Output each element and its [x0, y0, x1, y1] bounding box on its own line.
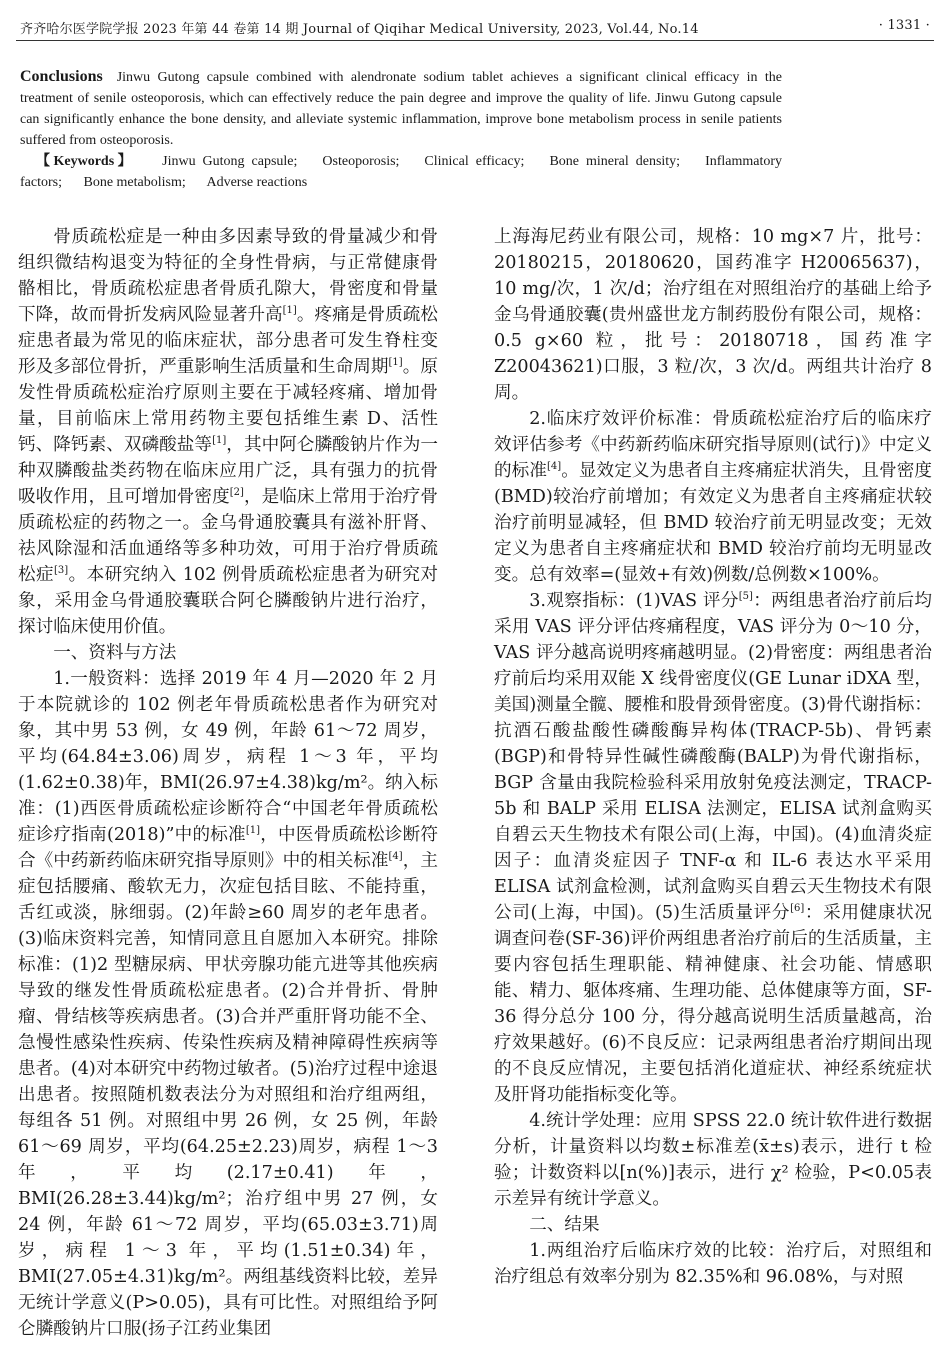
citation-ref: [1] [212, 435, 227, 447]
text-run: 3.观察指标：(1)VAS 评分 [529, 591, 739, 611]
left-column [18, 224, 438, 1342]
results-paragraph: 1.两组治疗后临床疗效的比较：治疗后，对照组和治疗组总有效率分别为 82.35%和 96.08%，与对照 [494, 1241, 932, 1287]
citation-ref: [1] [388, 357, 403, 369]
intro-paragraph [18, 224, 438, 640]
citation-ref: [2] [229, 487, 244, 499]
keyword: Bone metabolism; [83, 175, 186, 190]
text-run: 。疼痛是骨质疏松症患者最为常见的临床症状，部分患者可发生脊柱变形及多部位骨折，严重影响生活质量和生命周期 [18, 305, 438, 377]
text-run: 。原发性骨质疏松症治疗原则主要在于减轻疼痛、增加骨量，目前临床上常用药物主要包括维生素 D、活性钙、降钙素、双磷酸盐等 [18, 357, 438, 455]
citation-ref: [1] [245, 825, 261, 837]
keywords-line [20, 151, 782, 193]
text-run: 。显效定义为患者自主疼痛症状消失，且骨密度(BMD)较治疗前增加；有效定义为患者自主疼痛症状较治疗前明显减轻，但 BMD 较治疗前无明显改变；无效定义为患者自主疼痛症状和 BMD 较治疗前均无明显改变。总有效率=(显效+有效)例数/总例数×100%。 [494, 461, 932, 585]
running-header [20, 14, 930, 38]
text-run: ，主症包括腰痛、酸软无力，次症包括目眩、不能持重，舌红或淡，脉细弱。(2)年龄≥60 周岁的老年患者。(3)临床资料完善，知情同意且自愿加入本研究。排除标准：(1)2 型糖尿病、甲状旁腺功能亢进等其他疾病导致的继发性骨质疏松症患者。(2)合并骨折、骨肿瘤、骨结核等疾病患者。(3)合并严重肝肾功能不全、急慢性感染性疾病、传染性疾病及精神障碍性疾病等患者。(4)对本研究中药物过敏者。(5)治疗过程中途退出患者。按照随机数表法分为对照组和治疗组两组，每组各 51 例。对照组中男 26 例，女 25 例，年龄 61～69 周岁，平均(64.25±2.23)周岁，病程 1～3 年，平均(2.17±0.41)年，BMI(26.28±3.44)kg/m²；治疗组中男 27 例，女 24 例，年龄 61～72 周岁，平均(65.03±3.71)周岁，病程 1～3 年，平均(1.51±0.34)年，BMI(27.05±4.31)kg/m²。两组基线资料比较，差异无统计学意义(P>0.05)，具有可比性。对照组给予阿仑膦酸钠片口服(扬子江药业集团 [18, 851, 438, 1339]
keyword: Bone mineral density; [549, 154, 681, 169]
keyword: Jinwu Gutong capsule; [162, 154, 298, 169]
citation-ref: [6] [790, 903, 805, 915]
observation-indices-paragraph [494, 588, 932, 1108]
citation-ref: [1] [282, 305, 297, 317]
citation-ref: [4] [546, 461, 562, 473]
header-rule [16, 40, 934, 41]
english-abstract [20, 66, 782, 193]
citation-ref: [4] [388, 851, 403, 863]
conclusions-label: Conclusions [20, 68, 103, 85]
conclusions-text: Jinwu Gutong capsule combined with alendronate sodium tablet achieves a significant clinical efficacy in the treatment of senile osteoporosis, which can effectively reduce the pain degree and improve the quality of life. Jinwu Gutong capsule can significantly enhance the bone density, and alleviate systemic inflammation, improve bone metabolism process in senile patients suffered from osteoporosis. [20, 70, 782, 148]
keyword: Osteoporosis; [322, 154, 400, 169]
page-number: · 1331 · [878, 18, 930, 33]
text-run: ，是临床上常用于治疗骨质疏松症的药物之一。金乌骨通胶囊具有滋补肝肾、祛风除湿和活血通络等多种功效，可用于治疗骨质疏松症 [18, 487, 438, 585]
general-data-paragraph [18, 666, 438, 1342]
keyword: Clinical efficacy; [424, 154, 525, 169]
section-heading-results: 二、结果 [529, 1215, 600, 1235]
conclusions-paragraph [20, 66, 782, 151]
keyword: Inflammatory factors; [20, 154, 783, 190]
text-run: ：采用健康状况调查问卷(SF-36)评价两组患者治疗前后的生活质量，主要内容包括生理职能、精神健康、社会功能、情感职能、精力、躯体疼痛、生理功能、总体健康等方面，SF-36 得分总分 100 分，得分越高说明生活质量越高，治疗效果越好。(6)不良反应：记录两组患者治疗期间出现的不良反应情况，主要包括消化道症状、神经系统症状及肝肾功能指标变化等。 [494, 903, 932, 1105]
text-run: ，中医骨质疏松诊断符合《中药新药临床研究指导原则》中的相关标准 [18, 825, 438, 871]
text-run: ：两组患者治疗前后均采用 VAS 评分评估疼痛程度，VAS 评分为 0～10 分，VAS 评分越高说明疼痛越明显。(2)骨密度：两组患者治疗前后均采用双能 X 线骨密度仪(GE Lunar iDXA 型，美国)测量全髋、腰椎和股骨颈骨密度。(3)骨代谢指标：抗酒石酸盐酸性磷酸酶异构体(TRACP-5b)、骨钙素(BGP)和骨特异性碱性磷酸酶(BALP)为骨代谢指标，BGP 含量由我院检验科采用放射免疫法测定，TRACP-5b 和 BALP 采用 ELISA 法测定，ELISA 试剂盒购买自碧云天生物技术有限公司(上海，中国)。(4)血清炎症因子：血清炎症因子 TNF-α 和 IL-6 表达水平采用 ELISA 试剂盒检测，试剂盒购买自碧云天生物技术有限公司(上海，中国)。(5)生活质量评分 [494, 591, 932, 923]
section-heading-methods: 一、资料与方法 [53, 643, 177, 663]
text-run: 骨质疏松症是一种由多因素导致的骨量减少和骨组织微结构退变为特征的全身性骨病，与正常健康骨骼相比，骨质疏松症患者骨质孔隙大，骨密度和骨量下降，故而骨折发病风险显著升高 [18, 227, 438, 325]
keywords-label: 【Keywords】 [36, 154, 136, 169]
text-run: ，其中阿仑膦酸钠片作为一种双膦酸盐类药物在临床应用广泛，具有强力的抗骨吸收作用，且可增加骨密度 [18, 435, 438, 507]
text-run: 1.一般资料：选择 2019 年 4 月—2020 年 2 月于本院就诊的 102 例老年骨质疏松患者作为研究对象，其中男 53 例，女 49 例，年龄 61～72 周岁，平均(64.84±3.06)周岁，病程 1～3 年，平均(1.62±0.38)年，BMI(26.97±4.38)kg/m²。纳入标准：(1)西医骨质疏松症诊断符合“中国老年骨质疏松症诊疗指南(2018)”中的标准 [18, 669, 438, 845]
citation-ref: [5] [738, 591, 753, 603]
text-run: 。本研究纳入 102 例骨质疏松症患者为研究对象，采用金乌骨通胶囊联合阿仑膦酸钠片进行治疗，探讨临床使用价值。 [18, 565, 438, 637]
keyword: Adverse reactions [206, 175, 308, 190]
right-column [494, 224, 932, 1290]
statistics-paragraph: 4.统计学处理：应用 SPSS 22.0 统计软件进行数据分析，计量资料以均数±标准差(x̄±s)表示，进行 t 检验；计数资料以[n(%)]表示，进行 χ² 检验，P<0.05表示差异有统计学意义。 [494, 1111, 932, 1209]
text-run: 2.临床疗效评价标准：骨质疏松症治疗后的临床疗效评估参考《中药新药临床研究指导原则(试行)》中定义的标准 [494, 409, 932, 481]
citation-ref: [3] [54, 565, 69, 577]
continued-paragraph: 上海海尼药业有限公司，规格：10 mg×7 片，批号：20180215，20180620，国药准字 H20065637)，10 mg/次，1 次/d；治疗组在对照组治疗的基础上给予金乌骨通胶囊(贵州盛世龙方制药股份有限公司，规格：0.5 g×60 粒，批号：20180718，国药准字 Z20043621)口服，3 粒/次，3 次/d。两组共计治疗 8 周。 [494, 227, 932, 403]
efficacy-criteria-paragraph [494, 406, 932, 588]
journal-citation: 齐齐哈尔医学院学报 2023 年第 44 卷第 14 期 Journal of Qiqihar Medical University, 2023, Vol.44, No.14 [20, 22, 699, 37]
